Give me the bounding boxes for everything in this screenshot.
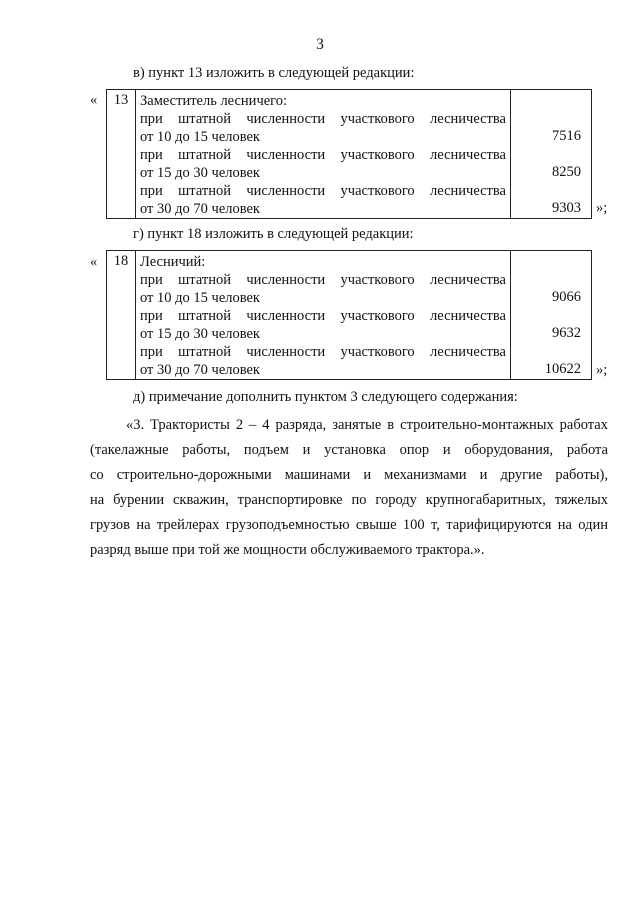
- item-g-description: [136, 251, 511, 380]
- item-v-value-2: 8250: [552, 164, 581, 180]
- item-g-row-3-line1: при штатной численности участкового лесничества: [140, 344, 506, 360]
- item-d-line-2: (такелажные работы, подъем и установка опор и оборудования, работа: [90, 442, 608, 458]
- item-g-heading: г) пункт 18 изложить в следующей редакции:: [133, 226, 414, 242]
- item-g-row-2-line2: от 15 до 30 человек: [140, 326, 260, 342]
- item-v-open-quote: «: [90, 92, 98, 108]
- item-g-value-1: 9066: [552, 289, 581, 305]
- item-v-row-1-line1: при штатной численности участкового лесничества: [140, 111, 506, 127]
- item-v-title: Заместитель лесничего:: [140, 93, 288, 109]
- item-d-line-3: со строительно-дорожными машинами и механизмами и другие работы),: [90, 467, 608, 483]
- item-d-line-4: на бурении скважин, транспортировке по городу крупногабаритных, тяжелых: [90, 492, 608, 508]
- item-g-close-quote: »;: [596, 362, 608, 378]
- item-v-value-1: 7516: [552, 128, 581, 144]
- item-g-row-3-line2: от 30 до 70 человек: [140, 362, 260, 378]
- item-v-close-quote: »;: [596, 200, 608, 216]
- item-v-row-3-line1: при штатной численности участкового лесничества: [140, 183, 506, 199]
- item-v-description: [136, 90, 511, 219]
- item-v-values: [511, 90, 592, 219]
- item-v-row-2-line1: при штатной численности участкового лесничества: [140, 147, 506, 163]
- item-d-line-6: разряд выше при той же мощности обслуживаемого трактора.».: [90, 542, 485, 558]
- item-v-row-1-line2: от 10 до 15 человек: [140, 129, 260, 145]
- item-g-open-quote: «: [90, 254, 98, 270]
- page-number: 3: [316, 36, 324, 53]
- item-g-row-2-line1: при штатной численности участкового лесничества: [140, 308, 506, 324]
- item-d-note-text: [90, 413, 608, 563]
- item-g-value-3: 10622: [544, 361, 581, 377]
- item-v-heading: в) пункт 13 изложить в следующей редакции:: [133, 65, 415, 81]
- item-v-row-3-line2: от 30 до 70 человек: [140, 201, 260, 217]
- item-d-line-5: грузов на трейлерах грузоподъемностью свыше 100 т, тарифицируются на один: [90, 517, 608, 533]
- item-g-row-1-line2: от 10 до 15 человек: [140, 290, 260, 306]
- item-v-number: 13: [107, 90, 136, 219]
- item-g-number: 18: [107, 251, 136, 380]
- item-g-values: [511, 251, 592, 380]
- item-g-value-2: 9632: [552, 325, 581, 341]
- item-v-table: [106, 89, 592, 219]
- item-g-table: [106, 250, 592, 380]
- item-d-heading: д) примечание дополнить пунктом 3 следующего содержания:: [133, 389, 518, 405]
- item-v-row-2-line2: от 15 до 30 человек: [140, 165, 260, 181]
- item-g-title: Лесничий:: [140, 254, 206, 270]
- item-v-value-3: 9303: [552, 200, 581, 216]
- item-g-row-1-line1: при штатной численности участкового лесничества: [140, 272, 506, 288]
- item-d-line-1: «3. Трактористы 2 – 4 разряда, занятые в строительно-монтажных работах: [126, 417, 608, 433]
